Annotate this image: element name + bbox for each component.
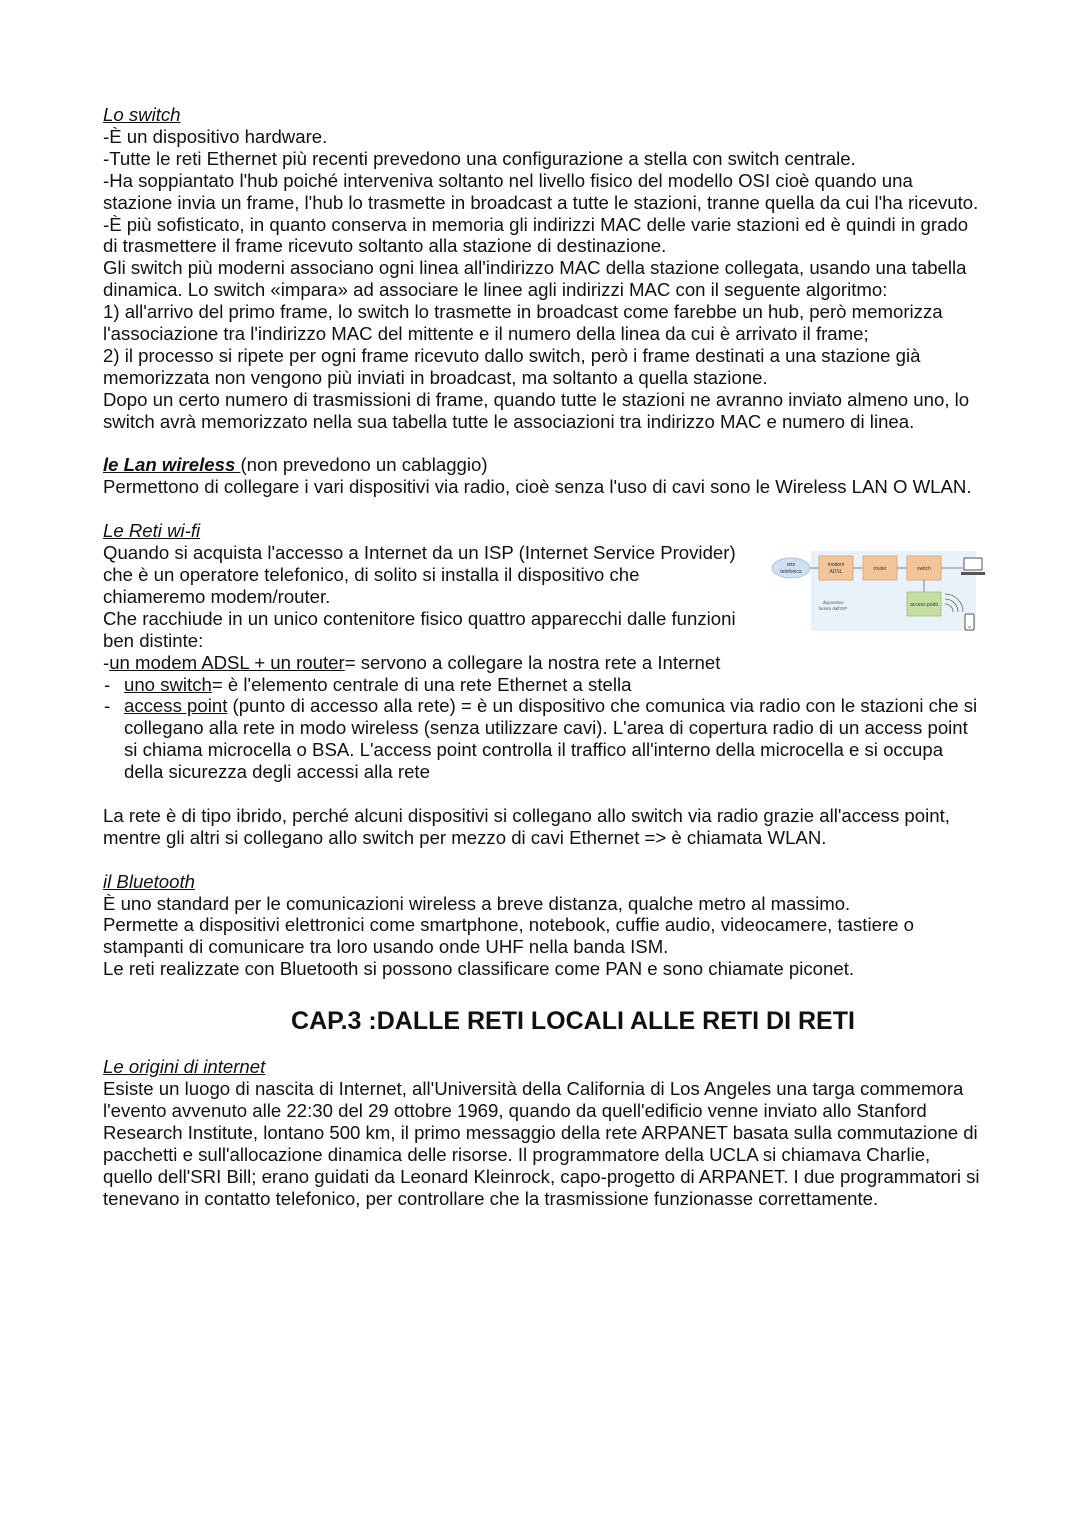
- bullet-dash: -: [104, 695, 111, 717]
- switch-label: switch: [917, 566, 931, 573]
- spacer: [103, 433, 983, 455]
- wifi-intro: Quando si acquista l'accesso a Internet da un ISP (Internet Service Provider) che è un operatore telefonico, di solito si installa il dispositivo che chiameremo modem/router.: [103, 542, 736, 607]
- spacer: [103, 498, 983, 520]
- wifi-item-access-point: [103, 695, 983, 783]
- wifi-item-modem: [103, 652, 743, 674]
- wireless-heading: le Lan wireless: [103, 454, 241, 476]
- wifi-heading: Le Reti wi-fi: [103, 520, 201, 542]
- wifi-section: [103, 520, 983, 849]
- origins-heading: Le origini di internet: [103, 1056, 266, 1078]
- wireless-section: [103, 454, 983, 498]
- wireless-heading-note: (non prevedono un cablaggio): [240, 454, 488, 476]
- switch-line: -È un dispositivo hardware.: [103, 125, 328, 147]
- access-point-label: access point: [910, 602, 938, 609]
- wireless-text: Permettono di collegare i vari dispositivi via radio, cioè senza l'uso di cavi sono le Wireless LAN O WLAN.: [103, 476, 972, 498]
- phone-network-cloud: [772, 558, 810, 578]
- chapter-title: CAP.3 :DALLE RETI LOCALI ALLE RETI DI RETI: [291, 1007, 855, 1036]
- access-point-term: access point: [124, 695, 228, 717]
- modem-router-term: un modem ADSL + un router: [109, 651, 345, 673]
- switch-line: 1) all'arrivo del primo frame, lo switch lo trasmette in broadcast come farebbe un hub, però memorizza l'associazione tra l'indirizzo MAC del mittente e il numero della linea da cui è arrivato il frame;: [103, 301, 943, 345]
- switch-section: [103, 104, 983, 433]
- switch-desc: = è l'elemento centrale di una rete Ethernet a stella: [211, 673, 632, 695]
- bluetooth-heading: il Bluetooth: [103, 870, 195, 892]
- bluetooth-section: [103, 871, 983, 981]
- dispositivo-label-1: dispositivo: [822, 600, 844, 606]
- dash-prefix: -: [103, 651, 110, 673]
- rete-label-1: rete: [786, 562, 796, 569]
- switch-term: uno switch: [124, 673, 212, 695]
- switch-heading: Lo switch: [103, 104, 181, 125]
- rete-label-2: telefonica: [780, 569, 802, 576]
- origins-text: Esiste un luogo di nascita di Internet, all'Università della California di Los Angeles una targa commemora l'evento avvenuto alle 22:30 del 29 ottobre 1969, quando da quell'edificio venne inviato allo Stanford Research Institute, lontano 500 km, il primo messaggio della rete ARPANET basata sulla commutazione di pacchetti e sull'allocazione dinamica delle risorse. Il programmatore della UCLA si chiamava Charlie, quello dell'SRI Bill; erano guidati da Leonard Kleinrock, capo-progetto di ARPANET. I due programmatori si tenevano in contatto telefonico, per controllare che la trasmissione funzionasse correttamente.: [103, 1078, 980, 1209]
- switch-line: Gli switch più moderni associano ogni linea all'indirizzo MAC della stazione collegata, usando una tabella dinamica. Lo switch «impara» ad associare le linee agli indirizzi MAC con il seguente algoritmo:: [103, 257, 967, 301]
- wifi-intro-block: [103, 542, 743, 673]
- bluetooth-line: Le reti realizzate con Bluetooth si possono classificare come PAN e sono chiamate piconet.: [103, 958, 855, 980]
- wireless-heading-line: [103, 454, 983, 476]
- access-point-desc: (punto di accesso alla rete) = è un dispositivo che comunica via radio con le stazioni che si collegano alla rete in modo wireless (senza utilizzare cavi). L'area di copertura radio di un access point si chiama microcella o BSA. L'access point controlla il traffico all'interno della microcella e si occupa della sicurezza degli accessi alla rete: [124, 695, 978, 783]
- modem-router-desc: = servono a collegare la nostra rete a Internet: [344, 651, 721, 673]
- router-label: router: [873, 566, 887, 573]
- spacer: [103, 849, 983, 871]
- switch-line: -Tutte le reti Ethernet più recenti prevedono una configurazione a stella con switch centrale.: [103, 147, 856, 169]
- bullet-dash: -: [104, 673, 111, 695]
- spacer: [103, 783, 983, 805]
- smartphone-icon: [965, 614, 974, 630]
- modem-box: [819, 556, 853, 580]
- wifi-intro2: Che racchiude in un unico contenitore fisico quattro apparecchi dalle funzioni ben distinte:: [103, 607, 736, 651]
- wifi-item-switch: [103, 674, 983, 696]
- switch-line: Dopo un certo numero di trasmissioni di frame, quando tutte le stazioni ne avranno inviato almeno uno, lo switch avrà memorizzato nella sua tabella tutte le associazioni tra indirizzo MAC e numero di linea.: [103, 388, 970, 432]
- switch-line: -È più sofisticato, in quanto conserva in memoria gli indirizzi MAC delle varie stazioni ed è quindi in grado di trasmettere il frame ricevuto soltanto alla stazione di destinazione.: [103, 213, 969, 257]
- switch-line: 2) il processo si ripete per ogni frame ricevuto dallo switch, però i frame destinati a una stazione già memorizzata non vengono più inviati in broadcast, ma soltanto a quella stazione.: [103, 344, 921, 388]
- wifi-closing: La rete è di tipo ibrido, perché alcuni dispositivi si collegano allo switch via radio grazie all'access point, mentre gli altri si collegano allo switch per mezzo di cavi Ethernet => è chiamata WLAN.: [103, 804, 950, 848]
- modem-label-2: ADSL: [829, 569, 843, 576]
- document-page: [103, 104, 983, 1210]
- bluetooth-line: Permette a dispositivi elettronici come smartphone, notebook, cuffie audio, videocamere, tastiere o stampanti di comunicare tra loro usando onde UHF nella banda ISM.: [103, 914, 914, 958]
- bluetooth-line: È uno standard per le comunicazioni wireless a breve distanza, qualche metro al massimo.: [103, 892, 851, 914]
- modem-router-diagram: [771, 546, 991, 646]
- computer-icon: [961, 558, 985, 575]
- switch-line: -Ha soppiantato l'hub poiché interveniva soltanto nel livello fisico del modello OSI cioè quando una stazione invia un frame, l'hub lo trasmette in broadcast a tutte le stazioni, tranne quella da cui l'ha ricevuto.: [103, 169, 979, 213]
- dispositivo-label-2: fornito dall'ISP: [818, 606, 848, 612]
- modem-label-1: modem: [827, 562, 845, 569]
- origins-section: [103, 1056, 983, 1209]
